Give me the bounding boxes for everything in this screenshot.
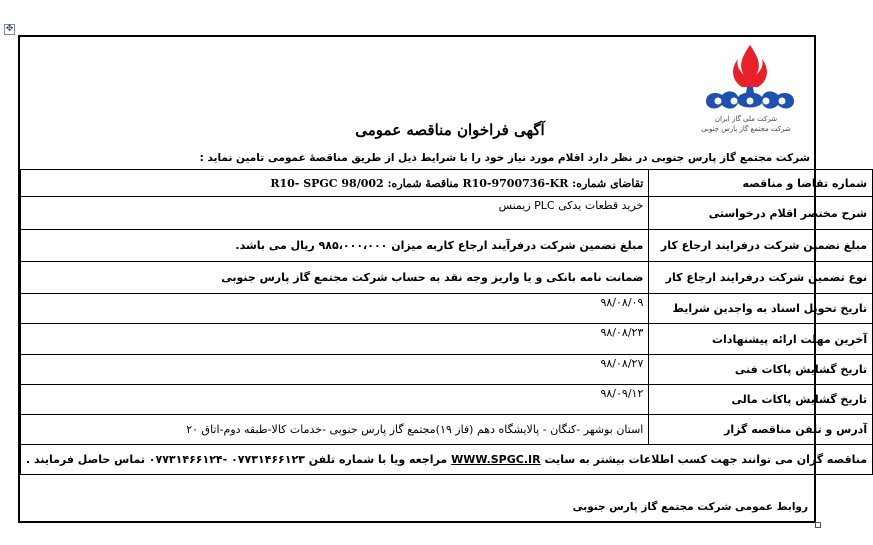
table-row <box>21 230 873 262</box>
row-label-technical-opening-date: تاریخ گشایش پاکات فنی <box>649 355 873 385</box>
tender-notice-frame <box>18 35 868 523</box>
row-label-item-description: شرح مختصر اقلام درخواستی <box>649 197 873 230</box>
row-value-proposal-deadline: ۹۸/۰۸/۲۳ <box>21 324 649 355</box>
row-label-address-phone: آدرس و تلفن مناقصه گزار <box>649 415 873 445</box>
row-value-address-phone: استان بوشهر -کنگان - پالایشگاه دهم (فاز ۱۹)مجتمع گاز پارس جنوبی -خدمات کالا-طبقه دوم-اتاق ۲۰ <box>21 415 649 445</box>
notice-intro: شرکت مجتمع گاز پارس جنوبی در نظر دارد اقلام مورد نیاز خود را با شرایط ذیل از طریق مناقصهٔ عمومی تامین نماید : <box>199 152 810 164</box>
table-row <box>21 294 873 324</box>
table-row <box>21 262 873 294</box>
table-resize-handle[interactable] <box>815 522 821 528</box>
notice-title: آگهی فراخوان مناقصه عمومی <box>355 121 545 139</box>
logo-caption-company: شرکت ملی گاز ایران <box>714 115 778 123</box>
row-value-financial-opening-date: ۹۸/۰۹/۱۲ <box>21 385 649 415</box>
row-value-tender-number: تقاضای شماره: R10-9700736-KR مناقصهٔ شماره: R10- SPGC 98/002 <box>21 170 649 197</box>
contact-note-suffix: مراجعه ویا با شماره تلفن ۰۷۷۳۱۴۶۶۱۲۳ -۰۷۷۳۱۴۶۶۱۲۴ تماس حاصل فرمایند . <box>26 453 448 466</box>
table-row <box>21 445 873 475</box>
website-link[interactable]: WWW.SPGC.IR <box>451 453 541 466</box>
row-label-guarantee-amount: مبلغ تضمین شرکت درفرایند ارجاع کار <box>649 230 873 262</box>
row-label-guarantee-type: نوع تضمین شرکت درفرایند ارجاع کار <box>649 262 873 294</box>
table-move-handle-icon[interactable]: ✥ <box>5 24 14 34</box>
flame-logo-icon <box>702 41 798 115</box>
logo-caption-subsidiary: شرکت مجتمع گاز پارس جنوبی <box>701 125 791 133</box>
row-label-document-delivery-date: تاریخ تحویل اسناد به واجدین شرایط <box>649 294 873 324</box>
table-row <box>21 197 873 230</box>
row-value-technical-opening-date: ۹۸/۰۸/۲۷ <box>21 355 649 385</box>
row-label-financial-opening-date: تاریخ گشایش پاکات مالی <box>649 385 873 415</box>
table-row <box>21 355 873 385</box>
table-row <box>21 170 873 197</box>
public-relations-signature: روابط عمومی شرکت مجتمع گاز پارس جنوبی <box>572 501 808 513</box>
tender-details-table <box>20 169 873 475</box>
row-label-tender-number: شماره تقاضا و مناقصه <box>649 170 873 197</box>
row-label-proposal-deadline: آخرین مهلت ارائه پیشنهادات <box>649 324 873 355</box>
row-value-guarantee-type: ضمانت نامه بانکی و یا واریز وجه نقد به حساب شرکت مجتمع گاز پارس جنوبی <box>21 262 649 294</box>
row-value-document-delivery-date: ۹۸/۰۸/۰۹ <box>21 294 649 324</box>
row-value-guarantee-amount: مبلغ تضمین شرکت درفرآیند ارجاع کاربه میزان ۹۸۵،۰۰۰،۰۰۰ ریال می باشد. <box>21 230 649 262</box>
contact-note-prefix: مناقصه گران می توانند جهت کسب اطلاعات بیشتر به سایت <box>544 453 868 466</box>
row-value-item-description: خرید قطعات یدکی PLC زیمنس <box>21 197 649 230</box>
nigc-logo <box>694 41 806 133</box>
table-row <box>21 385 873 415</box>
table-row <box>21 415 873 445</box>
table-row <box>21 324 873 355</box>
contact-note <box>21 445 873 475</box>
